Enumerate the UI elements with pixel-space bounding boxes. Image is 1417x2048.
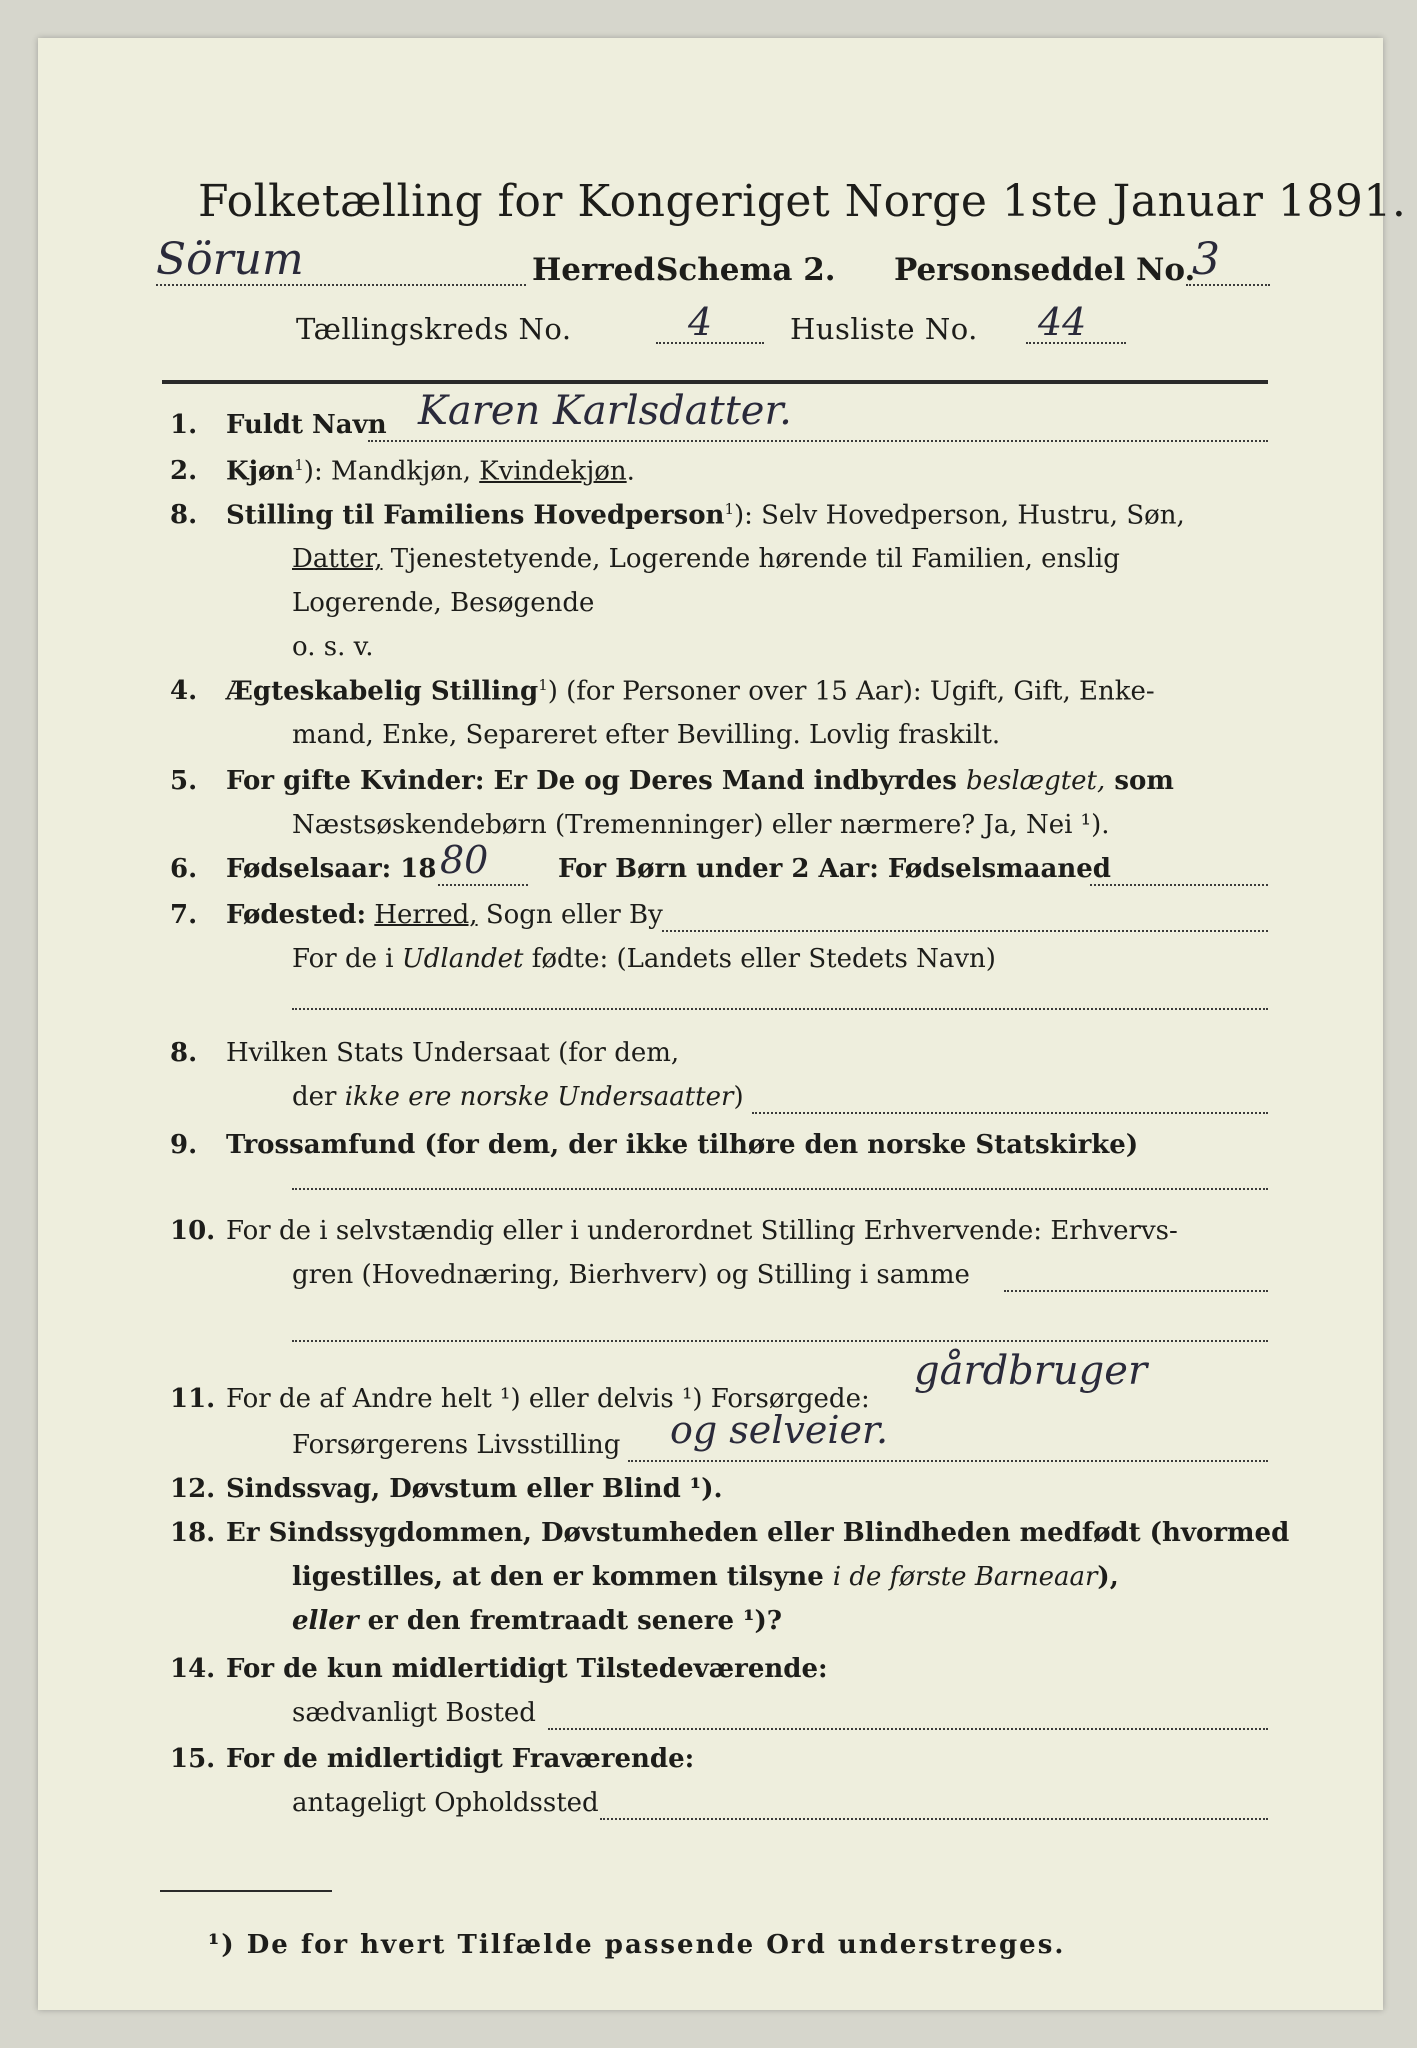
q6-month-dotted-line bbox=[1090, 884, 1268, 886]
q1-label: Fuldt Navn bbox=[226, 410, 387, 440]
q3-number: 8. bbox=[170, 500, 198, 530]
q9-number: 9. bbox=[170, 1130, 198, 1160]
q3-line3: Logerende, Besøgende bbox=[292, 588, 595, 618]
q4-line2: mand, Enke, Separeret efter Bevilling. Lovlig fraskilt. bbox=[292, 720, 1001, 750]
q14-line2: sædvanligt Bosted bbox=[292, 1698, 536, 1728]
q7-line1 bbox=[226, 900, 663, 930]
q14-number: 14. bbox=[170, 1654, 216, 1684]
q10-line1: For de i selvstændig eller i underordnet Stilling Erhvervende: Erhvervs- bbox=[226, 1216, 1178, 1246]
personseddel-label: Personseddel No. bbox=[894, 252, 1196, 288]
q15-line1: For de midlertidigt Fraværende: bbox=[226, 1744, 695, 1774]
q4-line1 bbox=[226, 676, 1155, 707]
q13-line2-text: ligestilles, at den er kommen tilsyne bbox=[292, 1562, 833, 1592]
q9-answer-dotted-line bbox=[292, 1188, 1268, 1190]
q8-line1: Hvilken Stats Undersaat (for dem, bbox=[226, 1038, 680, 1068]
personseddel-number-handwritten: 3 bbox=[1192, 234, 1220, 285]
q7-label: Fødested: bbox=[226, 900, 367, 930]
q8-line2 bbox=[292, 1082, 744, 1112]
q13-line3 bbox=[292, 1606, 782, 1636]
q13-line1: Er Sindssygdommen, Døvstumheden eller Blindheden medfødt (hvormed bbox=[226, 1518, 1290, 1548]
q15-line2: antageligt Opholdssted bbox=[292, 1788, 599, 1818]
tellingskreds-label: Tællingskreds No. bbox=[296, 312, 572, 346]
q4-line1-rest: ) (for Personer over 15 Aar): Ugift, Gift, Enke- bbox=[547, 676, 1155, 707]
q5-line1 bbox=[226, 766, 1174, 796]
q10-number: 10. bbox=[170, 1216, 216, 1246]
q2-number: 2. bbox=[170, 456, 198, 486]
q5-number: 5. bbox=[170, 766, 198, 796]
header-rule bbox=[162, 380, 1268, 384]
q6-number: 6. bbox=[170, 854, 198, 884]
q3-line4: o. s. v. bbox=[292, 632, 374, 662]
q7-selected-option: Herred, bbox=[374, 900, 478, 930]
tellingskreds-number-handwritten: 4 bbox=[688, 300, 713, 344]
q5-line1-italic: beslægtet, bbox=[965, 766, 1106, 796]
q7-line2-end: fødte: (Landets eller Stedets Navn) bbox=[523, 944, 996, 974]
q8-number: 8. bbox=[170, 1038, 198, 1068]
q12-number: 12. bbox=[170, 1474, 216, 1504]
q3-line1-rest: ): Selv Hovedperson, Hustru, Søn, bbox=[734, 500, 1185, 531]
form-title: Folketælling for Kongeriget Norge 1ste Januar 1891. bbox=[198, 176, 1407, 227]
q7-options: Sogn eller By bbox=[485, 900, 663, 930]
footnote-rule bbox=[160, 1890, 332, 1892]
q2-period: . bbox=[626, 456, 635, 487]
q3-line1 bbox=[226, 500, 1185, 531]
tellingskreds-dotted-line bbox=[656, 342, 764, 344]
q11-answer1-handwritten: gårdbruger bbox=[914, 1348, 1148, 1394]
q2-footnote-ref: 1 bbox=[294, 456, 304, 474]
q3-line2-rest: Tjenestetyende, Logerende hørende til Familien, enslig bbox=[390, 544, 1120, 574]
q7-dotted-line bbox=[662, 930, 1268, 932]
personseddel-dotted-line bbox=[1186, 284, 1270, 286]
q11-line2: Forsørgerens Livsstilling bbox=[292, 1430, 621, 1460]
q7-line2-italic: Udlandet bbox=[401, 944, 524, 974]
municipality-dotted-line bbox=[156, 284, 526, 286]
schema-label: Schema 2. bbox=[656, 252, 836, 288]
q4-label: Ægteskabelig Stilling bbox=[226, 676, 539, 707]
q3-label: Stilling til Familiens Hovedperson bbox=[226, 500, 725, 531]
q13-line2 bbox=[292, 1562, 1119, 1592]
q13-line3-italic: eller bbox=[292, 1606, 359, 1636]
q1-number: 1. bbox=[170, 410, 198, 440]
q2-selected-option: Kvindekjøn bbox=[479, 456, 627, 487]
q4-number: 4. bbox=[170, 676, 198, 706]
q10-line2: gren (Hovednæring, Bierhverv) og Stilling i samme bbox=[292, 1260, 970, 1290]
q8-line2-end: ) bbox=[733, 1082, 744, 1112]
footnote: ¹) De for hvert Tilfælde passende Ord understreges. bbox=[208, 1930, 1066, 1960]
q11-line1: For de af Andre helt ¹) eller delvis ¹) Forsørgede: bbox=[226, 1384, 870, 1414]
q6-year-dotted-line bbox=[438, 884, 528, 886]
herred-label: Herred. bbox=[532, 252, 666, 288]
q1-dotted-line bbox=[368, 440, 1268, 442]
q2-label: Kjøn bbox=[226, 456, 295, 487]
q11-dotted-line bbox=[628, 1460, 1268, 1462]
q15-number: 15. bbox=[170, 1744, 216, 1774]
q6-birthyear-handwritten: 80 bbox=[440, 838, 489, 882]
municipality-handwritten: Sörum bbox=[156, 234, 304, 285]
q10-dotted-line bbox=[1004, 1290, 1268, 1292]
q5-line1-text: For gifte Kvinder: Er De og Deres Mand indbyrdes bbox=[226, 766, 966, 796]
q13-line2-italic: i de første Barneaar bbox=[832, 1562, 1098, 1592]
q3-footnote-ref: 1 bbox=[724, 500, 734, 518]
q11-number: 11. bbox=[170, 1384, 216, 1414]
husliste-number-handwritten: 44 bbox=[1038, 300, 1087, 344]
q8-line2-text: der bbox=[292, 1082, 345, 1112]
q13-line2-end: ), bbox=[1097, 1562, 1119, 1592]
q3-selected-option: Datter, bbox=[292, 544, 383, 574]
q5-line2: Næstsøskendebørn (Tremenninger) eller nærmere? Ja, Nei ¹). bbox=[292, 810, 1110, 840]
q11-answer2-handwritten: og selveier. bbox=[670, 1408, 889, 1452]
q12-text: Sindssvag, Døvstum eller Blind ¹). bbox=[226, 1474, 723, 1504]
q4-footnote-ref: 1 bbox=[538, 676, 548, 694]
q7-number: 7. bbox=[170, 900, 198, 930]
q7-line2-text: For de i bbox=[292, 944, 402, 974]
q13-line3-text: er den fremtraadt senere ¹)? bbox=[358, 1606, 782, 1636]
q9-text: Trossamfund (for dem, der ikke tilhøre den norske Statskirke) bbox=[226, 1130, 1139, 1160]
q2-line bbox=[226, 456, 635, 487]
q3-line2 bbox=[292, 544, 1120, 574]
census-form bbox=[38, 38, 1407, 2010]
husliste-label: Husliste No. bbox=[790, 312, 978, 346]
q7-answer-dotted-line bbox=[292, 1008, 1268, 1010]
q8-dotted-line bbox=[752, 1112, 1268, 1114]
q14-dotted-line bbox=[548, 1728, 1268, 1730]
q7-line2 bbox=[292, 944, 996, 974]
q6-month-label: For Børn under 2 Aar: Fødselsmaaned bbox=[558, 854, 1111, 884]
q14-line1: For de kun midlertidigt Tilstedeværende: bbox=[226, 1654, 828, 1684]
q5-line1-end: som bbox=[1105, 766, 1174, 796]
q1-name-handwritten: Karen Karlsdatter. bbox=[418, 388, 792, 434]
husliste-dotted-line bbox=[1026, 342, 1126, 344]
q13-number: 18. bbox=[170, 1518, 216, 1548]
q10-answer-dotted-line bbox=[292, 1340, 1268, 1342]
q8-line2-italic: ikke ere norske Undersaatter bbox=[344, 1082, 734, 1112]
q2-options: ): Mandkjøn, bbox=[303, 456, 471, 487]
q6-label: Fødselsaar: 18 bbox=[226, 854, 437, 884]
q15-dotted-line bbox=[600, 1818, 1268, 1820]
